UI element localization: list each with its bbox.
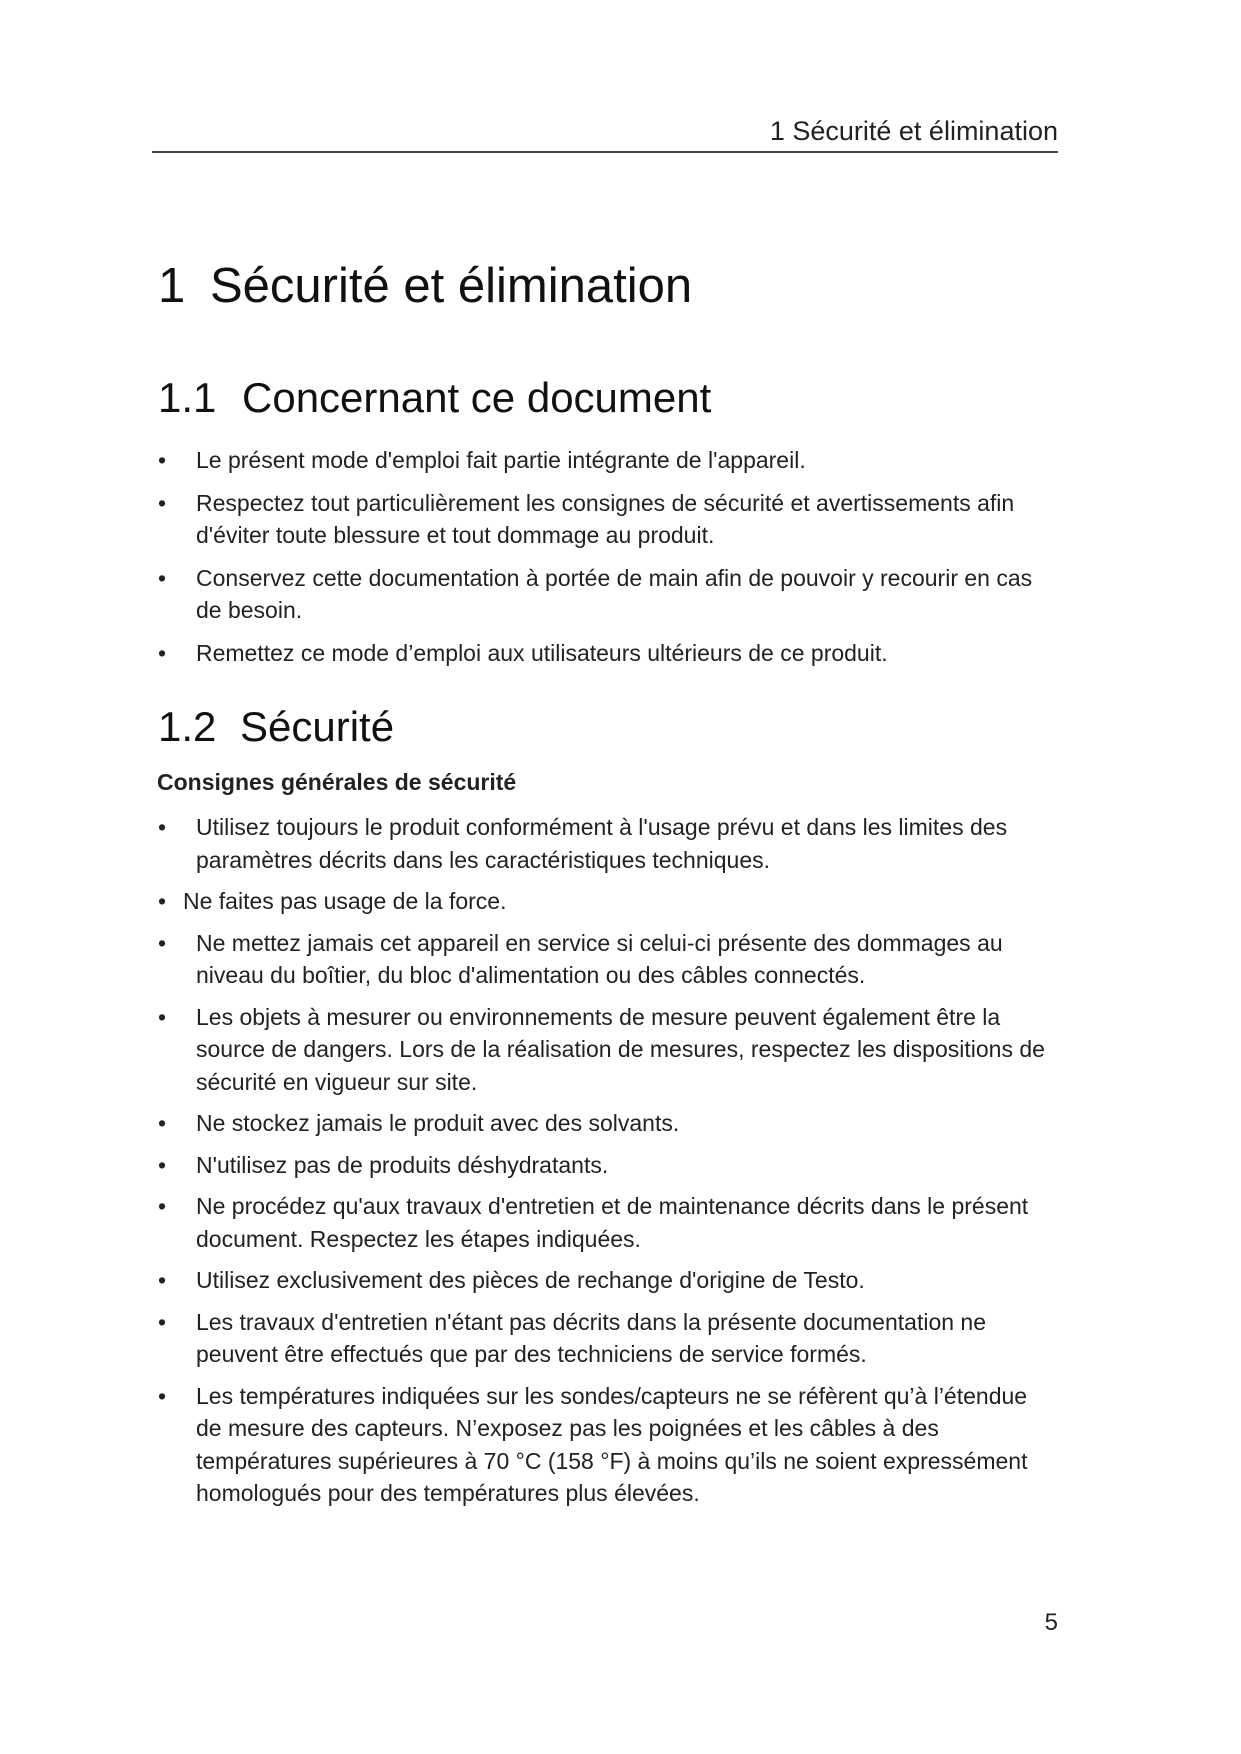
bullet-icon: • (158, 1308, 167, 1335)
chapter-title (158, 258, 692, 314)
bullet-icon: • (158, 814, 167, 840)
list-item: • N'utilisez pas de produits déshydratants. (158, 1149, 1058, 1182)
document-bullet-list (158, 444, 1058, 679)
section-title-text: Concernant ce document (242, 374, 712, 421)
running-header: 1 Sécurité et élimination (769, 116, 1058, 146)
list-item: • Les travaux d'entretien n'étant pas décrits dans la présente documentation ne peuvent être effectués que par des techniciens de service formés. (158, 1306, 1058, 1371)
bullet-icon: • (158, 1382, 167, 1409)
bullet-icon: • (158, 888, 167, 914)
list-item: • Ne procédez qu'aux travaux d'entretien et de maintenance décrits dans le présent document. Respectez les étapes indiquées. (158, 1190, 1058, 1255)
bullet-icon: • (158, 639, 167, 666)
list-item: • Ne faites pas usage de la force. (158, 885, 1058, 918)
section-title-text: Sécurité (240, 703, 395, 750)
list-item: • Conservez cette documentation à portée de main afin de pouvoir y recourir en cas de besoin. (158, 562, 1058, 627)
list-item: • Ne mettez jamais cet appareil en service si celui-ci présente des dommages au niveau du boîtier, du bloc d'alimentation ou des câbles connectés. (158, 927, 1058, 992)
page-number: 5 (1044, 1609, 1058, 1636)
list-item: • Les objets à mesurer ou environnements de mesure peuvent également être la source de dangers. Lors de la réalisation de mesures, respectez les dispositions de sécurité en vigueur sur site. (158, 1001, 1058, 1099)
list-item: • Utilisez exclusivement des pièces de rechange d'origine de Testo. (158, 1264, 1058, 1297)
section-title-document (158, 374, 711, 422)
chapter-number: 1 (158, 259, 186, 313)
bullet-icon: • (158, 1193, 167, 1219)
safety-subheading: Consignes générales de sécurité (157, 769, 517, 795)
header-rule (152, 151, 1058, 153)
list-item: • Le présent mode d'emploi fait partie intégrante de l'appareil. (158, 444, 1058, 477)
safety-bullet-list (158, 811, 1058, 1519)
bullet-icon: • (158, 1151, 167, 1178)
bullet-icon: • (158, 1110, 167, 1136)
list-item: • Les températures indiquées sur les sondes/capteurs ne se réfèrent qu’à l’étendue de mesure des capteurs. N’exposez pas les poignées et les câbles à des températures supérieures à 70 °C (158 °F) à moins qu’ils ne soient expressément homologués pour des températures plus élevées. (158, 1380, 1058, 1510)
list-item: • Remettez ce mode d’emploi aux utilisateurs ultérieurs de ce produit. (158, 637, 1058, 670)
list-item: • Utilisez toujours le produit conformément à l'usage prévu et dans les limites des paramètres décrits dans les caractéristiques techniques. (158, 811, 1058, 876)
section-number: 1.2 (158, 703, 217, 750)
list-item: • Respectez tout particulièrement les consignes de sécurité et avertissements afin d'éviter toute blessure et tout dommage au produit. (158, 487, 1058, 552)
section-title-safety (158, 703, 394, 751)
bullet-icon: • (158, 929, 167, 956)
chapter-title-text: Sécurité et élimination (210, 259, 693, 313)
bullet-icon: • (158, 564, 167, 591)
bullet-icon: • (158, 489, 167, 516)
section-number: 1.1 (158, 374, 217, 421)
bullet-icon: • (158, 447, 167, 473)
bullet-icon: • (158, 1003, 167, 1030)
bullet-icon: • (158, 1267, 167, 1293)
list-item: • Ne stockez jamais le produit avec des solvants. (158, 1107, 1058, 1140)
